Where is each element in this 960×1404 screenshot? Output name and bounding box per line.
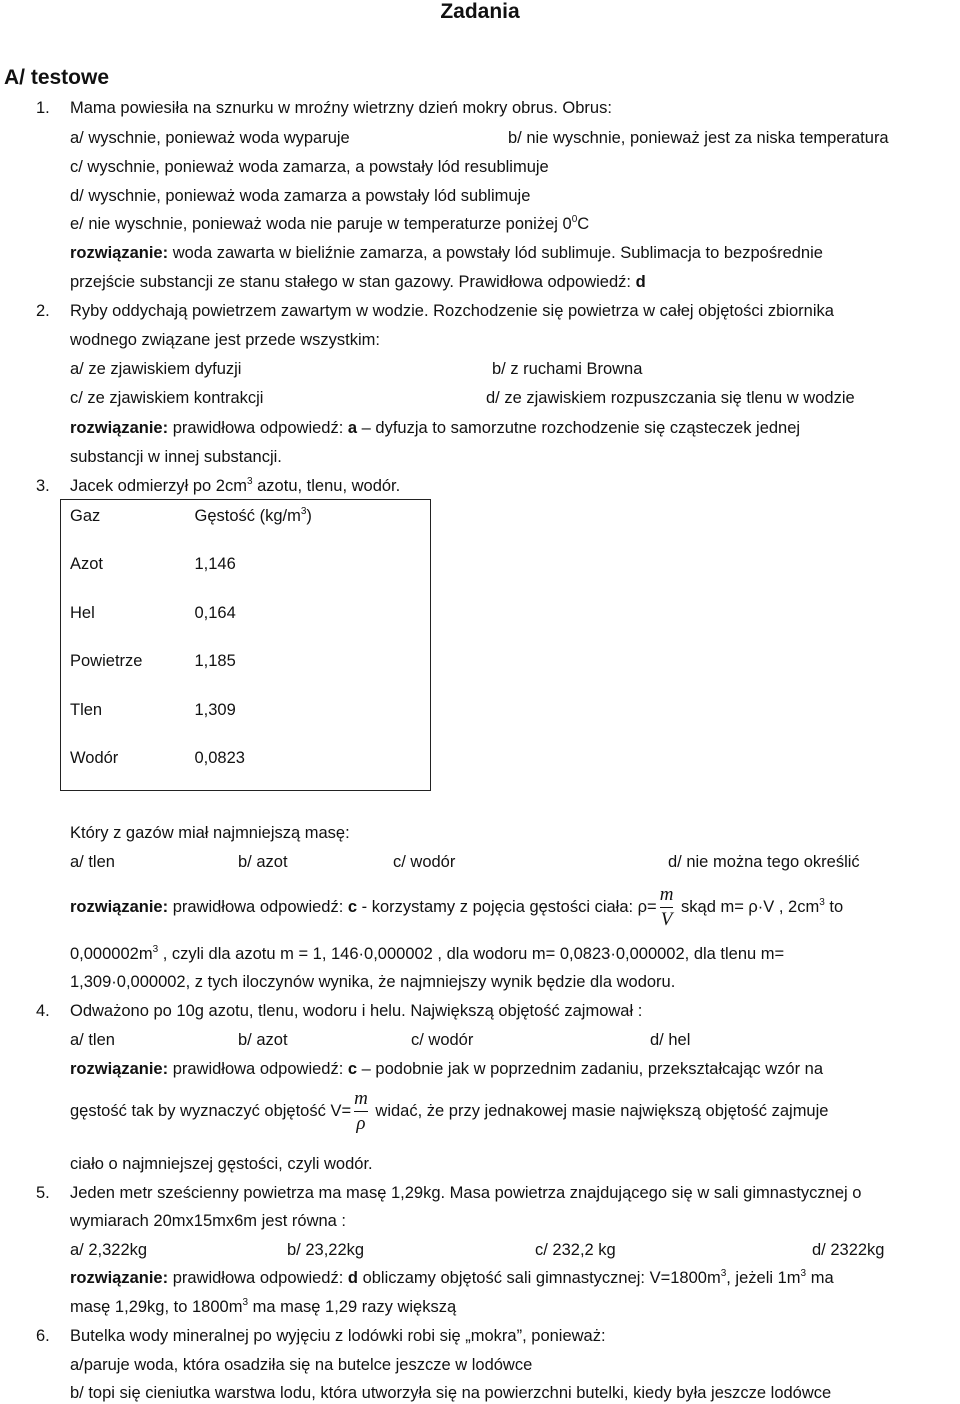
table-cell: Powietrze [70, 652, 143, 670]
question-number: 5. [36, 1184, 50, 1202]
table-row [61, 597, 431, 646]
table-cell: 1,185 [194, 652, 236, 670]
question-text-continued: wodnego związane jest przede wszystkim: [70, 331, 380, 349]
option-d: d/ hel [650, 1031, 691, 1049]
option-a: a/paruje woda, która osadziła się na butelce jeszcze w lodówce [70, 1356, 533, 1374]
question-number: 4. [36, 1002, 50, 1020]
page-title: Zadania [440, 0, 520, 23]
option-b: b/ azot [238, 1031, 288, 1049]
option-b: b/ topi się cieniutka warstwa lodu, która utworzyła się na powierzchni butelki, kiedy była jeszcze lodówce [70, 1384, 832, 1402]
solution: rozwiązanie: woda zawarta w bieliźnie zamarza, a powstały lód sublimuje. Sublimacja to bezpośrednie [70, 244, 823, 262]
option-a: a/ 2,322kg [70, 1241, 148, 1259]
question-text-continued: wymiarach 20mx15mx6m jest równa : [70, 1212, 347, 1230]
question-text: Butelka wody mineralnej po wyjęciu z lodówki robi się „mokra”, ponieważ: [70, 1327, 606, 1345]
solution: rozwiązanie: prawidłowa odpowiedź: c – podobnie jak w poprzednim zadaniu, przekształcając wzór na [70, 1060, 824, 1078]
option-d: d/ ze zjawiskiem rozpuszczania się tlenu w wodzie [486, 389, 855, 407]
table-cell: Azot [70, 555, 104, 573]
question-text: Odważono po 10g azotu, tlenu, wodoru i helu. Największą objętość zajmował : [70, 1002, 643, 1020]
option-c: c/ wyschnie, ponieważ woda zamarza, a powstały lód resublimuje [70, 158, 549, 176]
table-cell: 0,0823 [194, 749, 245, 767]
question-number: 2. [36, 302, 50, 320]
option-a: a/ wyschnie, ponieważ woda wyparuje [70, 129, 350, 147]
solution: rozwiązanie: prawidłowa odpowiedź: d obliczamy objętość sali gimnastycznej: $V=1800m^3$, jeżeli $1m^3$ ma [70, 1268, 834, 1287]
option-d: d/ nie można tego określić [668, 853, 860, 871]
question-text: Jacek odmierzył po $2cm^3$ azotu, tlenu, wodór. [70, 476, 401, 495]
solution-continued: ciało o najmniejszej gęstości, czyli wodór. [70, 1155, 373, 1173]
solution-continued: masę 1,29kg, to $1800m^3$ ma masę 1,29 razy większą [70, 1297, 457, 1316]
option-c: c/ wodór [411, 1031, 474, 1049]
question-number: 6. [36, 1327, 50, 1345]
option-b: b/ azot [238, 853, 288, 871]
option-d: d/ wyschnie, ponieważ woda zamarza a powstały lód sublimuje [70, 187, 531, 205]
density-table [60, 499, 431, 791]
option-a: a/ ze zjawiskiem dyfuzji [70, 360, 242, 378]
option-b: b/ 23,22kg [287, 1241, 365, 1259]
table-row [61, 645, 431, 694]
solution-continued: $0,000002m^3$ , czyli dla azotu m = 1, 146·0,000002 , dla wodoru m= 0,0823·0,000002, dla tlenu m= [70, 944, 785, 963]
solution-continued: gęstość tak by wyznaczyć objętość V= $\frac{m}{\rho}$ widać, że przy jednakowej masie największą objętość zajmuje [70, 1088, 829, 1135]
solution-continued: przejście substancji ze stanu stałego w stan gazowy. Prawidłowa odpowiedź: d [70, 273, 646, 291]
option-d: d/ 2322kg [812, 1241, 885, 1259]
table-row [61, 548, 431, 597]
option-a: a/ tlen [70, 853, 115, 871]
solution: rozwiązanie: prawidłowa odpowiedź: a – dyfuzja to samorzutne rozchodzenie się cząsteczek jednej [70, 419, 801, 437]
table-row [61, 694, 431, 743]
solution-continued: substancji w innej substancji. [70, 448, 282, 466]
question-text: Jeden metr sześcienny powietrza ma masę 1,29kg. Masa powietrza znajdującego się w sali gimnastycznej o [70, 1184, 862, 1202]
option-c: c/ wodór [393, 853, 456, 871]
table-header-row [61, 500, 431, 549]
question-number: 1. [36, 99, 50, 117]
question-number: 3. [36, 477, 50, 495]
question-text: Mama powiesiła na sznurku w mroźny wietrzny dzień mokry obrus. Obrus: [70, 99, 612, 117]
volume-formula: $\frac{m}{\rho}$ [354, 1088, 368, 1135]
table-cell: Wodór [70, 749, 119, 767]
table-cell: Tlen [70, 700, 103, 719]
table-cell: 0,164 [194, 603, 236, 622]
option-c: c/ 232,2 kg [535, 1241, 616, 1259]
table-cell: 1,146 [194, 555, 236, 573]
option-c: c/ ze zjawiskiem kontrakcji [70, 389, 264, 407]
table-cell: Hel [70, 603, 95, 622]
table-header-gas: Gaz [70, 507, 101, 525]
table-row [61, 742, 431, 791]
solution-continued: 1,309·0,000002, z tych iloczynów wynika, że najmniejszy wynik będzie dla wodoru. [70, 973, 676, 991]
density-formula: $\frac{m}{V}$ [659, 884, 674, 931]
question-text: Ryby oddychają powietrzem zawartym w wodzie. Rozchodzenie się powietrza w całej objętości zbiornika [70, 302, 834, 320]
option-b: b/ z ruchami Browna [492, 360, 643, 378]
question-text: Który z gazów miał najmniejszą masę: [70, 824, 350, 842]
table-header-density: Gęstość $(kg/m^3)$ [194, 506, 312, 525]
option-e: e/ nie wyschnie, ponieważ woda nie paruje w temperaturze poniżej $0^0C$ [70, 214, 590, 233]
option-b: b/ nie wyschnie, ponieważ jest za niska temperatura [508, 129, 889, 147]
table-cell: 1,309 [194, 700, 236, 719]
section-heading: A/ testowe [4, 66, 110, 89]
solution: rozwiązanie: prawidłowa odpowiedź: c - korzystamy z pojęcia gęstości ciała: ρ= $\frac{m}{V}$ skąd m= ρ·V , $2cm^3$ to [70, 884, 844, 931]
option-a: a/ tlen [70, 1031, 115, 1049]
